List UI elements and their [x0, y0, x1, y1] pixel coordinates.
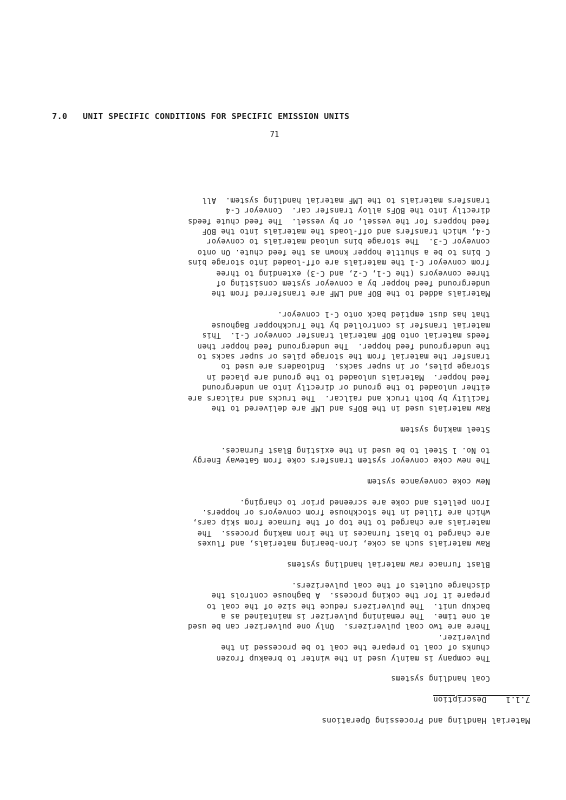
text-line: Raw materials used in the BOFs and LMF are delivered to the — [211, 403, 490, 413]
text-line: discharge outlets of the coal pulverizers. — [291, 580, 490, 590]
text-line: pulverizer. — [438, 632, 490, 642]
inverted-body-text — [60, 150, 530, 725]
section-title: Material Handling and Processing Operations — [321, 716, 530, 725]
text-line: prepare it for the coking process. A baghouse controls the — [211, 591, 490, 601]
line-gap — [60, 434, 530, 444]
text-line: from conveyor C-1 the materials are off-loaded into storage bins — [187, 258, 490, 268]
text-line: New coke conveyance system — [367, 476, 490, 486]
text-line: material transfer is controlled by the Truckhopper Baghouse — [211, 320, 490, 330]
text-line: Steel making system — [400, 424, 490, 434]
text-line: that has dust emptied back onto C-1 conveyor. — [277, 310, 490, 320]
text-line: to No. 1 Steel to be used in the existing Blast Furnaces. — [220, 445, 490, 455]
text-line: transfers materials to the LMF material handling system. All — [201, 195, 490, 205]
text-line: The company is mainly used in the winter to breakup frozen — [216, 653, 490, 663]
line-gap — [60, 299, 530, 309]
line-gap — [60, 683, 530, 693]
text-line: underground feed hopper by a conveyor system consisting of — [216, 279, 490, 289]
text-line: C bins to be a shuttle hopper known as the feed chute. On onto — [197, 247, 490, 257]
text-line: The new coke conveyor system transfers coke from Gateway Energy — [192, 455, 490, 465]
text-line: facility by both truck and railcar. The trucks and railcars are — [187, 393, 490, 403]
text-line: backup unit. The pulverizers reduce the size of the coal to — [206, 601, 490, 611]
text-line: Coal handling systems — [390, 674, 490, 684]
line-gap — [60, 486, 530, 496]
line-gap — [60, 569, 530, 579]
text-line: storage piles, or in super sacks. Endloaders are used to — [220, 362, 490, 372]
section-header: 7.0 UNIT SPECIFIC CONDITIONS FOR SPECIFIC EMISSION UNITS — [52, 111, 350, 121]
subsection-heading: 7.1.1 Description — [433, 695, 530, 705]
text-line: materials are charged to the top of the furnace from skip cars, — [192, 518, 490, 528]
line-gap — [60, 413, 530, 423]
line-gap — [60, 704, 530, 714]
text-line: Iron pellets and coke are screened prior to charging. — [239, 497, 490, 507]
line-gap — [60, 548, 530, 558]
text-line: feed hoppers for the vessel, or by vessel. The feed chute feeds — [187, 216, 490, 226]
text-line: the underground feed hopper. The underground feed hopper then — [197, 341, 490, 351]
text-line: are charged to blast furnaces in the iron making process. The — [197, 528, 490, 538]
line-gap — [60, 465, 530, 475]
text-line: Blast furnace raw material handling systems — [286, 559, 490, 569]
text-line: either unloaded to the ground or directly into an underground — [201, 383, 490, 393]
text-line: C-4, which transfers and off-loads the materials into the BOF — [201, 227, 490, 237]
text-line: at one time. The remaining pulverizer is maintained as a — [220, 611, 490, 621]
text-line: conveyor C-3. The storage bins unload materials to conveyor — [206, 237, 490, 247]
text-line: Materials added to the BOF and LMF are transferred from the — [211, 289, 490, 299]
body-text-lines — [60, 194, 530, 725]
text-line: chunks of coal to prepare the coal to be processed in the — [220, 643, 490, 653]
text-line: feeds material onto BOF material transfer conveyor C-1. This — [201, 331, 490, 341]
line-gap — [60, 663, 530, 673]
text-line: three conveyors (the C-1, C-2, and C-3) extending to three — [216, 268, 490, 278]
text-line: There are two coal pulverizers. Only one pulverizer can be used — [187, 622, 490, 632]
text-line: directly into the BOFs alloy transfer car. Conveyor C-4 — [225, 206, 490, 216]
text-line: which are filled in the stockhouse from conveyors or hoppers. — [201, 507, 490, 517]
page-number: 71 — [270, 130, 280, 139]
text-line: Raw materials such as coke, iron-bearing materials, and fluxes — [197, 539, 490, 549]
text-line: feed hopper. Materials unloaded to the ground are placed in — [206, 372, 490, 382]
text-line: transfer the material from the storage piles or super sacks to — [197, 351, 490, 361]
